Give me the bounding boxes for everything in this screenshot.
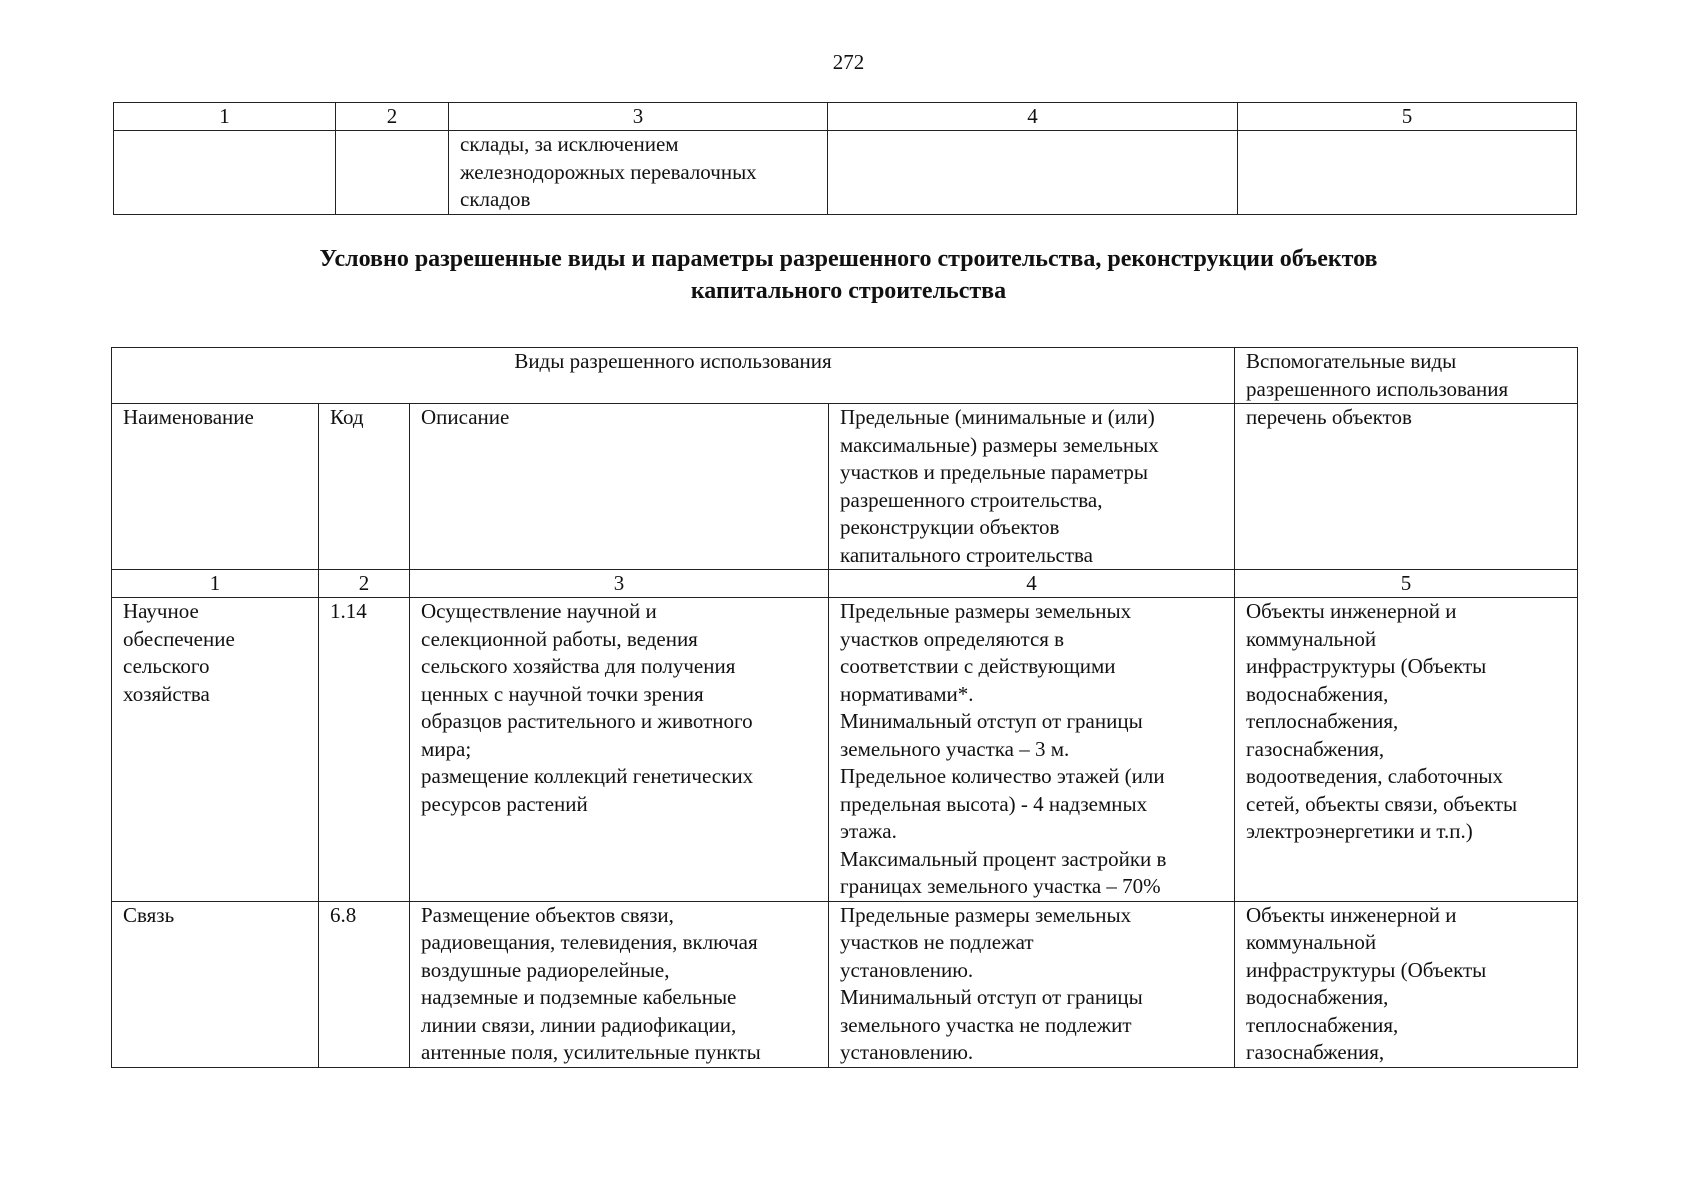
page-number: 272: [832, 50, 865, 74]
column-number: 3: [410, 570, 829, 598]
cell-parameters: [828, 131, 1238, 215]
group-header: Виды разрешенного использования: [112, 348, 1235, 404]
cell-code: 1.14: [319, 598, 410, 902]
table-row: [112, 901, 1578, 1067]
cell-parameters: Предельные размеры земельных участков определяются в соответствии с действующими нормативами*. Минимальный отступ от границы земельного участка – 3 м. Предельное количество этажей (или предельная высота) - 4 надземных этажа. Максимальный процент застройки в границах земельного участка – 70%: [829, 598, 1235, 902]
cell-auxiliary: Объекты инженерной и коммунальной инфраструктуры (Объекты водоснабжения, теплоснабжения, газоснабжения,: [1235, 901, 1578, 1067]
column-number: 4: [829, 570, 1235, 598]
column-number-row: [114, 103, 1577, 131]
header-name: Наименование: [112, 404, 319, 570]
cell-description: Размещение объектов связи, радиовещания, телевидения, включая воздушные радиорелейные, надземные и подземные кабельные линии связи, линии радиофикации, антенные поля, усилительные пункты: [410, 901, 829, 1067]
column-number: 1: [112, 570, 319, 598]
column-number-row: [112, 570, 1578, 598]
table-row: [112, 598, 1578, 902]
cell-parameters: Предельные размеры земельных участков не подлежат установлению. Минимальный отступ от границы земельного участка не подлежит установлению.: [829, 901, 1235, 1067]
cell-name: Научное обеспечение сельского хозяйства: [112, 598, 319, 902]
column-number: 2: [336, 103, 449, 131]
cell-auxiliary: [1238, 131, 1577, 215]
cell-name: Связь: [112, 901, 319, 1067]
header-code: Код: [319, 404, 410, 570]
group-header-row: [112, 348, 1578, 404]
column-number: 2: [319, 570, 410, 598]
permitted-use-table: [111, 347, 1578, 1068]
section-heading: Условно разрешенные виды и параметры разрешенного строительства, реконструкции объектов капитального строительства: [319, 246, 1378, 304]
column-header-row: [112, 404, 1578, 570]
header-auxiliary: перечень объектов: [1235, 404, 1578, 570]
column-number: 5: [1235, 570, 1578, 598]
continuation-table: [113, 102, 1577, 215]
cell-description: склады, за исключением железнодорожных перевалочных складов: [449, 131, 828, 215]
table-row: [114, 131, 1577, 215]
column-number: 5: [1238, 103, 1577, 131]
header-description: Описание: [410, 404, 829, 570]
column-number: 1: [114, 103, 336, 131]
cell-auxiliary: Объекты инженерной и коммунальной инфраструктуры (Объекты водоснабжения, теплоснабжения, газоснабжения, водоотведения, слаботочных сетей, объекты связи, объекты электроэнергетики и т.п.): [1235, 598, 1578, 902]
cell-name: [114, 131, 336, 215]
header-parameters: Предельные (минимальные и (или) максимальные) размеры земельных участков и предельные параметры разрешенного строительства, реконструкции объектов капитального строительства: [829, 404, 1235, 570]
cell-code: [336, 131, 449, 215]
cell-code: 6.8: [319, 901, 410, 1067]
aux-header: Вспомогательные виды разрешенного использования: [1235, 348, 1578, 404]
column-number: 3: [449, 103, 828, 131]
cell-description: Осуществление научной и селекционной работы, ведения сельского хозяйства для получения ценных с научной точки зрения образцов растительного и животного мира; размещение коллекций генетических ресурсов растений: [410, 598, 829, 902]
column-number: 4: [828, 103, 1238, 131]
